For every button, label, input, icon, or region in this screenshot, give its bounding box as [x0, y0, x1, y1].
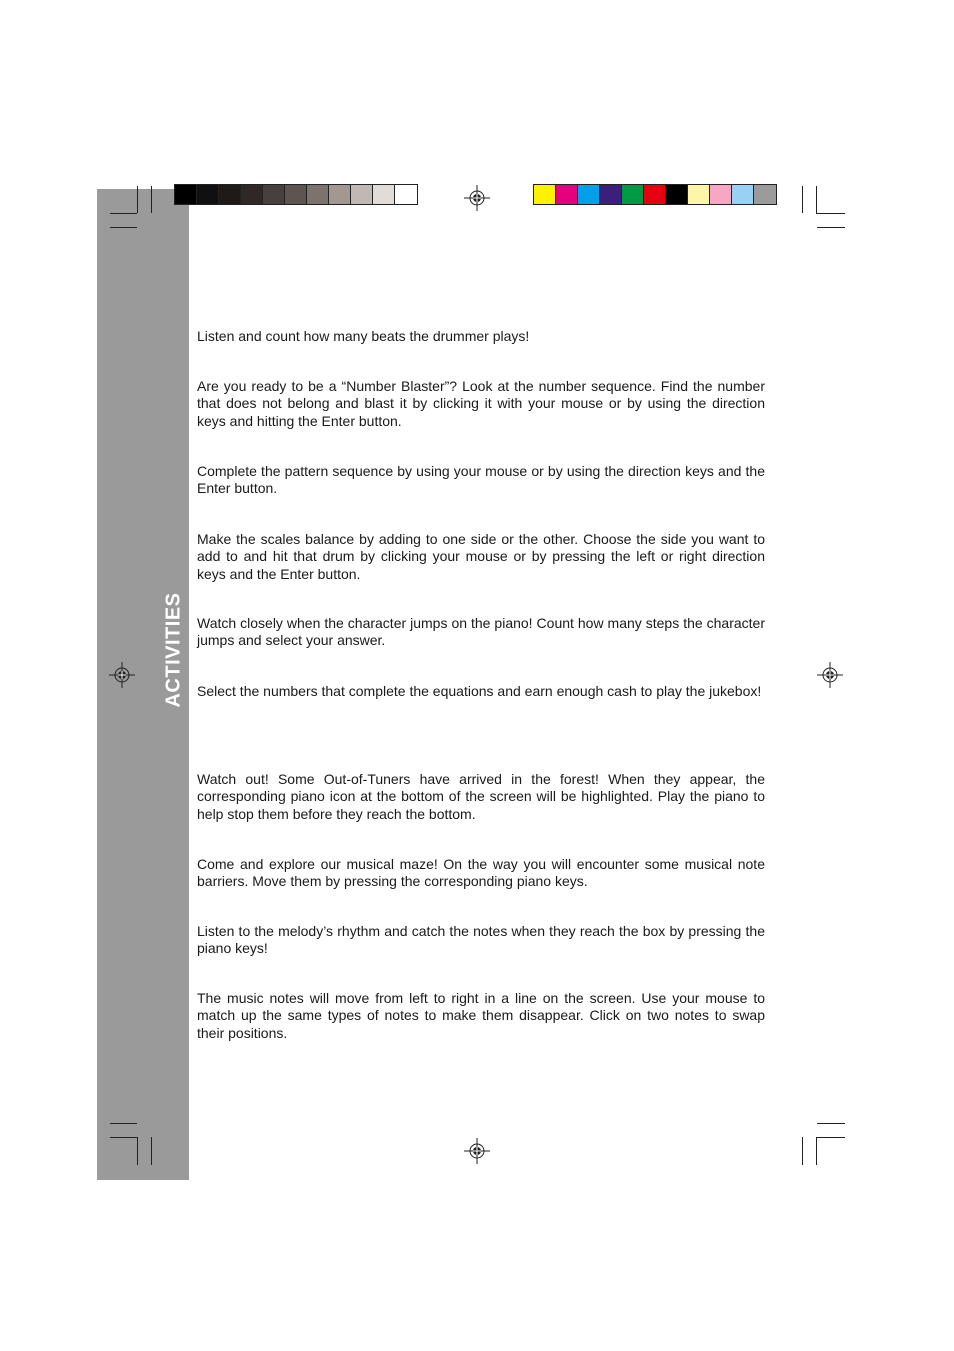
color-swatch: [578, 185, 600, 204]
activity-description: Are you ready to be a “Number Blaster”? Look at the number sequence. Find the number that does not belong and blast it by clicking it with your mouse or by using the direction keys and hitting the Enter button.: [197, 378, 765, 429]
crop-mark: [137, 186, 138, 213]
color-swatch: [351, 185, 373, 204]
crop-mark: [110, 1137, 137, 1138]
color-swatch: [534, 185, 556, 204]
crop-mark: [110, 1123, 137, 1124]
color-swatch: [395, 185, 417, 204]
color-swatch: [622, 185, 644, 204]
color-calibration-bar: [533, 184, 777, 205]
crop-mark: [817, 1123, 845, 1124]
crop-mark: [817, 1137, 845, 1138]
activity-description: Listen and count how many beats the drummer plays!: [197, 328, 530, 344]
color-swatch: [329, 185, 351, 204]
color-swatch: [197, 185, 219, 204]
crop-mark: [817, 213, 845, 214]
gray-calibration-bar: [174, 184, 418, 205]
color-swatch: [285, 185, 307, 204]
crop-mark: [802, 1137, 803, 1165]
registration-mark-icon: [464, 1138, 490, 1164]
color-swatch: [666, 185, 688, 204]
activity-description: Complete the pattern sequence by using your mouse or by using the direction keys and the Enter button.: [197, 463, 765, 497]
color-swatch: [688, 185, 710, 204]
activity-description: Watch out! Some Out-of-Tuners have arrived in the forest! When they appear, the corresponding piano icon at the bottom of the screen will be highlighted. Play the piano to help stop them before they reach the bottom.: [197, 771, 765, 822]
activity-description: Watch closely when the character jumps on the piano! Count how many steps the character jumps and select your answer.: [197, 615, 765, 649]
crop-mark: [137, 1137, 138, 1165]
crop-mark: [817, 227, 845, 228]
crop-mark: [110, 227, 137, 228]
activity-description: Listen to the melody’s rhythm and catch the notes when they reach the box by pressing the piano keys!: [197, 923, 765, 957]
activity-description: Select the numbers that complete the equations and earn enough cash to play the jukebox!: [197, 683, 762, 699]
color-swatch: [263, 185, 285, 204]
color-swatch: [219, 185, 241, 204]
activity-description: The music notes will move from left to right in a line on the screen. Use your mouse to match up the same types of notes to make them disappear. Click on two notes to swap their positions.: [197, 990, 765, 1041]
color-swatch: [175, 185, 197, 204]
registration-mark-icon: [817, 662, 843, 688]
activity-description: Make the scales balance by adding to one side or the other. Choose the side you want to add to and hit that drum by clicking your mouse or by pressing the left or right direction keys and the Enter button.: [197, 531, 765, 582]
color-swatch: [556, 185, 578, 204]
crop-mark: [110, 213, 137, 214]
color-swatch: [710, 185, 732, 204]
color-swatch: [600, 185, 622, 204]
color-swatch: [241, 185, 263, 204]
color-swatch: [754, 185, 776, 204]
color-swatch: [307, 185, 329, 204]
color-swatch: [373, 185, 395, 204]
color-swatch: [644, 185, 666, 204]
crop-mark: [816, 186, 817, 214]
registration-mark-icon: [464, 185, 490, 211]
activity-description: Come and explore our musical maze! On the way you will encounter some musical note barriers. Move them by pressing the corresponding piano keys.: [197, 856, 765, 890]
crop-mark: [816, 1137, 817, 1165]
registration-mark-icon: [109, 662, 135, 688]
crop-mark: [151, 1137, 152, 1165]
crop-mark: [151, 186, 152, 213]
crop-mark: [802, 186, 803, 213]
color-swatch: [732, 185, 754, 204]
sidebar-title: ACTIVITIES: [162, 592, 185, 708]
